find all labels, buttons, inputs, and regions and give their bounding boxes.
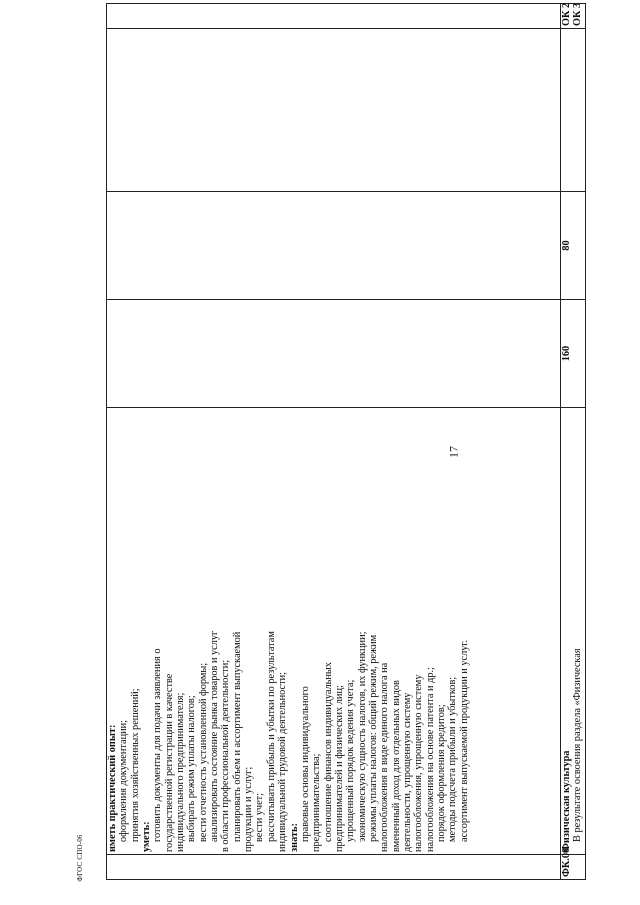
row1-discipline-index-cell xyxy=(107,29,561,192)
description-line: индивидуальной трудовой деятельности; xyxy=(277,672,289,852)
description-line: иметь практический опыт: xyxy=(107,724,118,852)
description-line: упрощенный порядок ведения учета; xyxy=(345,679,357,842)
row1-total-hours-cell xyxy=(107,300,561,408)
description-line: Физическая культура xyxy=(560,750,572,852)
description-line: предпринимательства; xyxy=(311,753,323,852)
description-line: ассортимент выпускаемой продукции и услуг. xyxy=(458,639,470,842)
description-line: выбирать режим уплаты налогов; xyxy=(186,695,198,842)
description-line: В результате освоения раздела «Физическая xyxy=(571,648,583,842)
description-line: соотношение финансов индивидуальных xyxy=(322,662,334,842)
description-line: деятельности, упрощенную систему xyxy=(401,692,413,852)
description-line: знать: xyxy=(288,823,300,852)
row2-total-hours-cell: 160 xyxy=(560,300,585,408)
row1-hours-cell xyxy=(107,192,561,300)
row2-hours-cell: 80 xyxy=(560,192,585,300)
description-line: анализировать состояние рынка товаров и услуг xyxy=(209,630,221,842)
row1-code-cell xyxy=(107,855,561,880)
row2-description-cell xyxy=(560,408,585,855)
competency-code: ОК 2 xyxy=(560,2,572,26)
description-line: уметь: xyxy=(141,821,153,852)
description-line: предпринимателей и физических лиц; xyxy=(333,685,345,852)
row2-discipline-index-cell xyxy=(560,29,585,192)
row2-code-cell: ФК.00 xyxy=(560,855,585,880)
table-row xyxy=(107,4,561,880)
description-line: налогообложения, упрощенную систему xyxy=(413,674,425,852)
curriculum-table xyxy=(106,3,586,880)
description-line: планировать объем и ассортимент выпускаемой xyxy=(231,631,243,842)
row2-competencies-cell xyxy=(560,4,585,29)
description-line: оформления документации; xyxy=(118,720,130,842)
description-line: методы подсчета прибыли и убытков; xyxy=(447,676,459,842)
row1-competencies-cell xyxy=(107,4,561,29)
description-line: порядок оформления кредитов; xyxy=(435,704,447,842)
description-line: налогообложения в виде единого налога на xyxy=(379,662,391,852)
description-line: государственной регистрации в качестве xyxy=(163,673,175,852)
document-table-area xyxy=(106,2,586,880)
rotated-table-container xyxy=(106,2,586,880)
description-line: готовить документы для подачи заявления о xyxy=(152,648,164,842)
competency-code: ОК 3 xyxy=(571,2,583,26)
table-row xyxy=(560,4,585,880)
description-line: принятия хозяйственных решений; xyxy=(129,688,141,842)
description-line: рассчитывать прибыль и убытки по результатам xyxy=(265,631,277,842)
description-line: правовые основы индивидуального xyxy=(299,686,311,842)
footer-standard-code: ФГОС СПО-06 xyxy=(76,834,84,882)
description-line: продукции и услуг; xyxy=(243,766,255,852)
row1-description-cell xyxy=(107,408,561,855)
description-line: экономическую сущность налогов, их функции; xyxy=(356,631,368,842)
description-line: налогообложения на основе патента и др.; xyxy=(424,667,436,852)
description-line: в области профессиональной деятельности; xyxy=(220,659,232,852)
description-line: вмененный доход для отдельных видов xyxy=(390,680,402,852)
description-line: режимы уплаты налогов: общий режим, режим xyxy=(367,634,379,842)
page-number: 17 xyxy=(446,446,461,458)
description-line: вести учет; xyxy=(254,792,266,842)
description-line: индивидуального предпринимателя; xyxy=(175,692,187,852)
description-line: вести отчетность установленной формы; xyxy=(197,662,209,842)
